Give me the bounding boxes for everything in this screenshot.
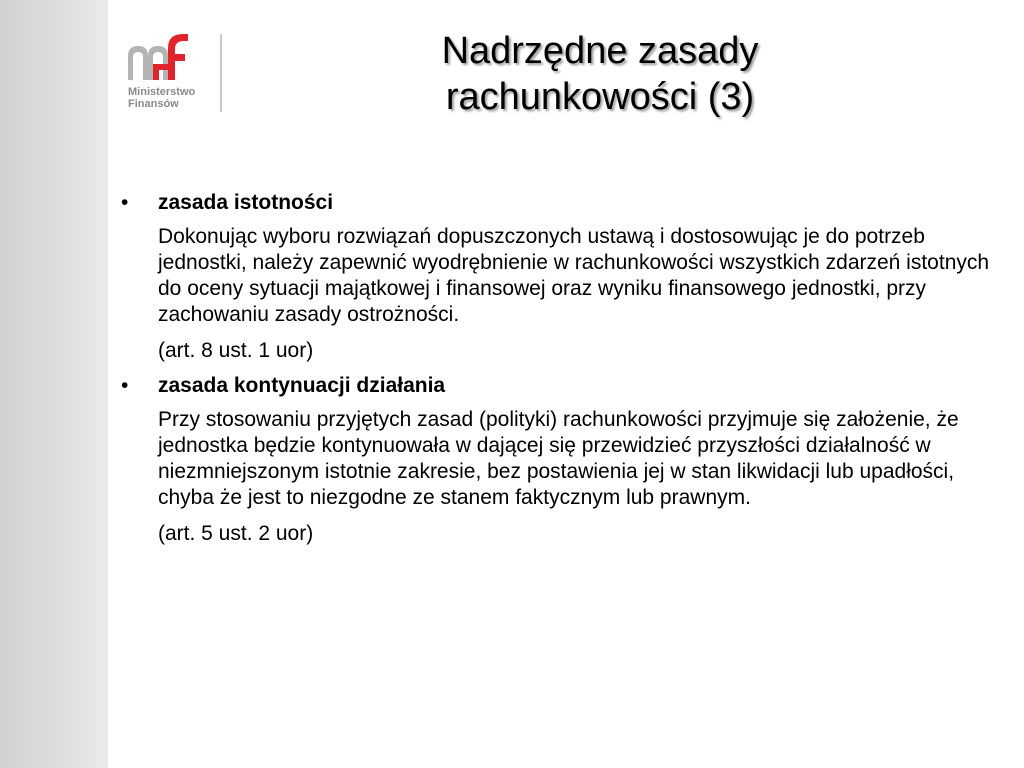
principle-heading: zasada kontynuacji działania (158, 374, 446, 397)
slide-title (290, 28, 910, 120)
side-panel (0, 0, 108, 768)
slide-title-line1: Nadrzędne zasady (441, 30, 759, 72)
ministry-logo (127, 34, 227, 114)
principle-heading: zasada istotności (158, 191, 334, 214)
logo-text-line1: Ministerstwo (128, 86, 196, 98)
slide-title-line2: rachunkowości (3) (445, 76, 755, 118)
bullet-point: • (121, 191, 129, 214)
mf-logo-mark-icon (127, 34, 189, 82)
bullet-point: • (121, 374, 129, 397)
ministry-logo-text (128, 86, 195, 110)
slide-content (118, 190, 998, 556)
principle-description: Dokonując wyboru rozwiązań dopuszczonych ustawą i dostosowując je do potrzeb jednostki, należy zapewnić wyodrębnienie w rachunkowości wszystkich zdarzeń istotnych do oceny sytuacji majątkowej i finansowej oraz wyniku finansowego jednostki, przy zachowaniu zasady ostrożności. (158, 225, 990, 326)
legal-reference: (art. 8 ust. 1 uor) (158, 339, 314, 362)
principle-item-going-concern (118, 373, 998, 547)
logo-text-line2: Finansów (128, 98, 179, 110)
principle-item-materiality (118, 190, 998, 364)
principle-description: Przy stosowaniu przyjętych zasad (polityki) rachunkowości przyjmuje się założenie, że jednostka będzie kontynuowała w dającej się przewidzieć przyszłości działalność w niezmniejszonym istotnie zakresie, bez postawienia jej w stan likwidacji lub upadłości, chyba że jest to niezgodne ze stanem faktycznym lub prawnym. (158, 408, 959, 509)
logo-divider (220, 34, 222, 112)
legal-reference: (art. 5 ust. 2 uor) (158, 522, 314, 545)
